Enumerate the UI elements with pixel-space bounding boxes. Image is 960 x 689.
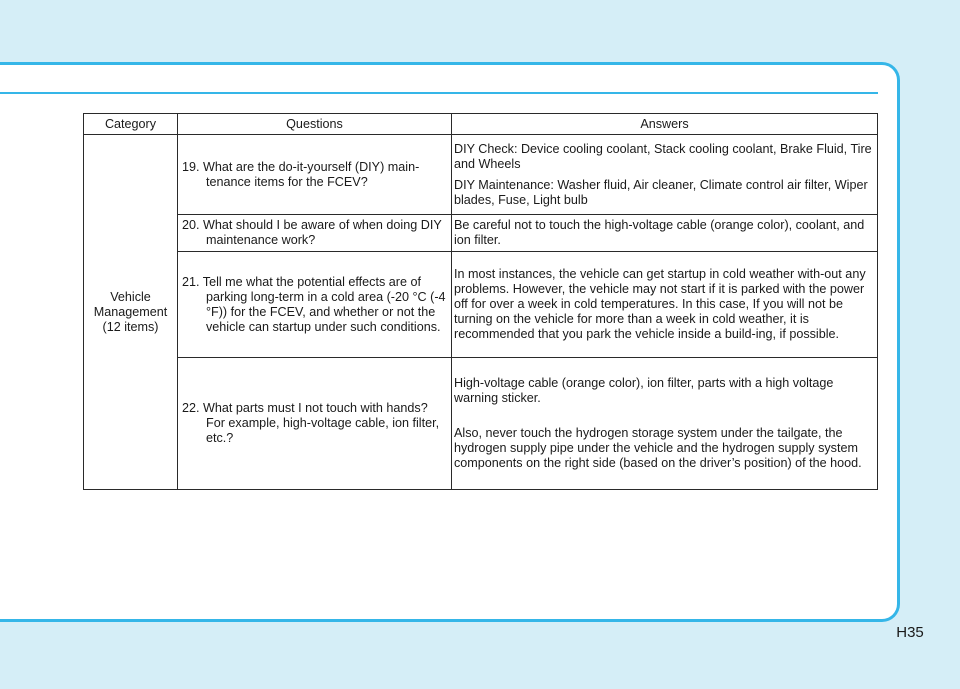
faq-table <box>83 113 878 490</box>
answer-text: DIY Check: Device cooling coolant, Stack cooling coolant, Brake Fluid, Tire and Wheels <box>454 141 872 171</box>
question-cell <box>178 215 452 252</box>
table-header-row <box>84 114 878 135</box>
header-category: Category <box>84 114 178 135</box>
table-row <box>84 215 878 252</box>
category-line: (12 items) <box>102 319 159 334</box>
question-cell <box>178 252 452 358</box>
header-rule <box>0 92 878 94</box>
category-cell <box>84 135 178 490</box>
answer-cell <box>452 215 878 252</box>
answer-text: High-voltage cable (orange color), ion filter, parts with a high voltage warning sticker. <box>454 376 834 405</box>
answer-cell <box>452 252 878 358</box>
category-line: Management <box>93 304 168 319</box>
answer-cell <box>452 135 878 215</box>
table-row <box>84 252 878 358</box>
question-text: 22. What parts must I not touch with hands? For example, high-voltage cable, ion filter, etc.? <box>182 401 440 445</box>
table-row <box>84 358 878 490</box>
header-answers: Answers <box>452 114 878 135</box>
question-text: 19. What are the do-it-yourself (DIY) main-tenance items for the FCEV? <box>182 159 420 189</box>
answer-text: Also, never touch the hydrogen storage system under the tailgate, the hydrogen supply pipe under the vehicle and the hydrogen supply system components on the right side (based on the driver’s position) of the hood. <box>454 426 862 470</box>
answer-text: DIY Maintenance: Washer fluid, Air cleaner, Climate control air filter, Wiper blades, Fuse, Light bulb <box>454 177 868 207</box>
table-row <box>84 135 878 215</box>
answer-text: Be careful not to touch the high-voltage cable (orange color), coolant, and ion filter. <box>454 218 865 247</box>
question-cell <box>178 358 452 490</box>
answer-text: In most instances, the vehicle can get startup in cold weather with-out any problems. However, the vehicle may not start if it is parked with the power off for over a week in cold temperatures. In this case, If you will not be turning on the vehicle for more than a week in cold weather, it is recommended that you park the vehicle inside a build-ing, if possible. <box>454 267 866 341</box>
question-cell <box>178 135 452 215</box>
header-questions: Questions <box>178 114 452 135</box>
page-number: H35 <box>896 624 924 641</box>
question-text: 21. Tell me what the potential effects are of parking long-term in a cold area (-20 °C (-4 °F)) for the FCEV, and whether or not the vehicle can startup under such conditions. <box>182 274 446 334</box>
question-text: 20. What should I be aware of when doing DIY maintenance work? <box>182 218 442 247</box>
answer-cell <box>452 358 878 490</box>
category-line: Vehicle <box>110 289 151 304</box>
